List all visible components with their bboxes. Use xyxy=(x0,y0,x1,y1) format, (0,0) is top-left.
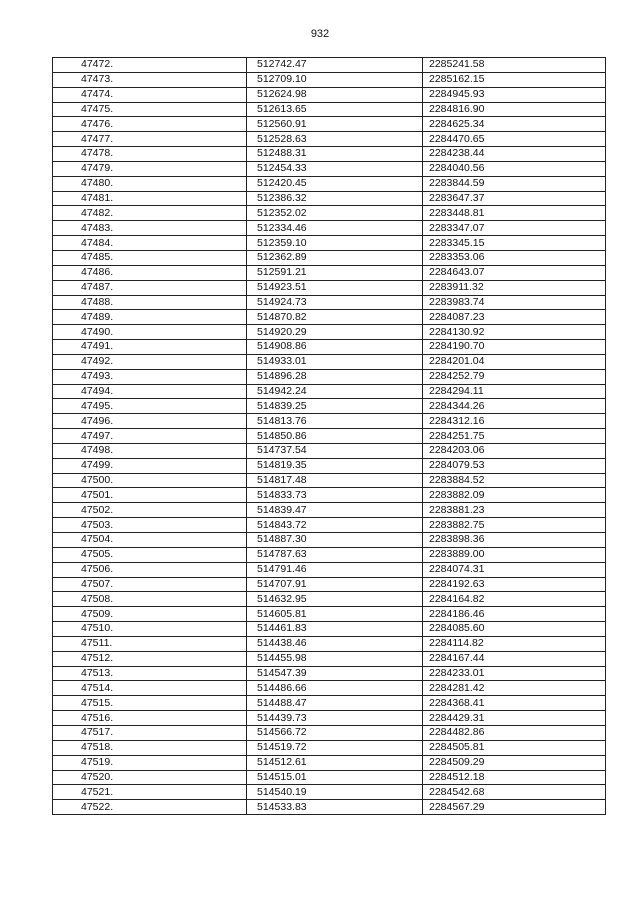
x-coordinate-cell: 514605.81 xyxy=(247,607,423,622)
table-row xyxy=(53,636,606,651)
table-row xyxy=(53,740,606,755)
point-number-cell: 47498. xyxy=(53,443,247,458)
y-coordinate-cell: 2284643.07 xyxy=(423,265,606,280)
point-number-cell: 47492. xyxy=(53,354,247,369)
x-coordinate-cell: 512352.02 xyxy=(247,206,423,221)
x-coordinate-cell: 514515.01 xyxy=(247,770,423,785)
x-coordinate-cell: 512624.98 xyxy=(247,87,423,102)
point-number-cell: 47490. xyxy=(53,325,247,340)
y-coordinate-cell: 2284312.16 xyxy=(423,414,606,429)
x-coordinate-cell: 514896.28 xyxy=(247,369,423,384)
y-coordinate-cell: 2284040.56 xyxy=(423,161,606,176)
table-row xyxy=(53,711,606,726)
table-row xyxy=(53,310,606,325)
x-coordinate-cell: 514908.86 xyxy=(247,340,423,355)
table-row xyxy=(53,147,606,162)
y-coordinate-cell: 2284190.70 xyxy=(423,340,606,355)
y-coordinate-cell: 2285241.58 xyxy=(423,58,606,73)
y-coordinate-cell: 2283884.52 xyxy=(423,473,606,488)
table-row xyxy=(53,265,606,280)
y-coordinate-cell: 2284114.82 xyxy=(423,636,606,651)
y-coordinate-cell: 2283898.36 xyxy=(423,533,606,548)
y-coordinate-cell: 2283844.59 xyxy=(423,176,606,191)
table-row xyxy=(53,369,606,384)
table-row xyxy=(53,72,606,87)
y-coordinate-cell: 2284542.68 xyxy=(423,785,606,800)
table-row xyxy=(53,651,606,666)
point-number-cell: 47480. xyxy=(53,176,247,191)
x-coordinate-cell: 514791.46 xyxy=(247,562,423,577)
table-row xyxy=(53,206,606,221)
x-coordinate-cell: 512362.89 xyxy=(247,250,423,265)
point-number-cell: 47509. xyxy=(53,607,247,622)
table-row xyxy=(53,102,606,117)
point-number-cell: 47493. xyxy=(53,369,247,384)
table-row xyxy=(53,58,606,73)
table-row xyxy=(53,755,606,770)
x-coordinate-cell: 514455.98 xyxy=(247,651,423,666)
table-row xyxy=(53,132,606,147)
x-coordinate-cell: 512560.91 xyxy=(247,117,423,132)
point-number-cell: 47481. xyxy=(53,191,247,206)
table-row xyxy=(53,800,606,815)
x-coordinate-cell: 514923.51 xyxy=(247,280,423,295)
x-coordinate-cell: 512359.10 xyxy=(247,236,423,251)
point-number-cell: 47516. xyxy=(53,711,247,726)
y-coordinate-cell: 2284238.44 xyxy=(423,147,606,162)
x-coordinate-cell: 514488.47 xyxy=(247,696,423,711)
x-coordinate-cell: 514486.66 xyxy=(247,681,423,696)
table-row xyxy=(53,161,606,176)
x-coordinate-cell: 514920.29 xyxy=(247,325,423,340)
point-number-cell: 47511. xyxy=(53,636,247,651)
table-row xyxy=(53,236,606,251)
point-number-cell: 47510. xyxy=(53,622,247,637)
table-row xyxy=(53,577,606,592)
point-number-cell: 47491. xyxy=(53,340,247,355)
x-coordinate-cell: 512334.46 xyxy=(247,221,423,236)
point-number-cell: 47475. xyxy=(53,102,247,117)
point-number-cell: 47477. xyxy=(53,132,247,147)
y-coordinate-cell: 2284281.42 xyxy=(423,681,606,696)
point-number-cell: 47488. xyxy=(53,295,247,310)
table-row xyxy=(53,518,606,533)
x-coordinate-cell: 514707.91 xyxy=(247,577,423,592)
x-coordinate-cell: 514438.46 xyxy=(247,636,423,651)
x-coordinate-cell: 514933.01 xyxy=(247,354,423,369)
x-coordinate-cell: 514787.63 xyxy=(247,547,423,562)
table-row xyxy=(53,681,606,696)
y-coordinate-cell: 2284252.79 xyxy=(423,369,606,384)
y-coordinate-cell: 2284567.29 xyxy=(423,800,606,815)
point-number-cell: 47478. xyxy=(53,147,247,162)
point-number-cell: 47507. xyxy=(53,577,247,592)
point-number-cell: 47503. xyxy=(53,518,247,533)
point-number-cell: 47482. xyxy=(53,206,247,221)
table-row xyxy=(53,622,606,637)
y-coordinate-cell: 2283889.00 xyxy=(423,547,606,562)
point-number-cell: 47483. xyxy=(53,221,247,236)
point-number-cell: 47472. xyxy=(53,58,247,73)
table-row xyxy=(53,295,606,310)
table-row xyxy=(53,325,606,340)
x-coordinate-cell: 514850.86 xyxy=(247,429,423,444)
x-coordinate-cell: 514833.73 xyxy=(247,488,423,503)
x-coordinate-cell: 512591.21 xyxy=(247,265,423,280)
table-row xyxy=(53,354,606,369)
y-coordinate-cell: 2284192.63 xyxy=(423,577,606,592)
y-coordinate-cell: 2284625.34 xyxy=(423,117,606,132)
table-row xyxy=(53,414,606,429)
table-row xyxy=(53,443,606,458)
point-number-cell: 47495. xyxy=(53,399,247,414)
y-coordinate-cell: 2283882.09 xyxy=(423,488,606,503)
point-number-cell: 47484. xyxy=(53,236,247,251)
point-number-cell: 47520. xyxy=(53,770,247,785)
point-number-cell: 47496. xyxy=(53,414,247,429)
y-coordinate-cell: 2285162.15 xyxy=(423,72,606,87)
x-coordinate-cell: 514533.83 xyxy=(247,800,423,815)
x-coordinate-cell: 514461.83 xyxy=(247,622,423,637)
point-number-cell: 47501. xyxy=(53,488,247,503)
point-number-cell: 47508. xyxy=(53,592,247,607)
table-row xyxy=(53,785,606,800)
coordinate-table-body xyxy=(53,58,606,815)
x-coordinate-cell: 514870.82 xyxy=(247,310,423,325)
table-row xyxy=(53,696,606,711)
x-coordinate-cell: 512709.10 xyxy=(247,72,423,87)
y-coordinate-cell: 2284945.93 xyxy=(423,87,606,102)
x-coordinate-cell: 514519.72 xyxy=(247,740,423,755)
x-coordinate-cell: 514632.95 xyxy=(247,592,423,607)
table-row xyxy=(53,592,606,607)
point-number-cell: 47513. xyxy=(53,666,247,681)
table-row xyxy=(53,221,606,236)
x-coordinate-cell: 514439.73 xyxy=(247,711,423,726)
y-coordinate-cell: 2284201.04 xyxy=(423,354,606,369)
point-number-cell: 47497. xyxy=(53,429,247,444)
table-row xyxy=(53,280,606,295)
y-coordinate-cell: 2284130.92 xyxy=(423,325,606,340)
y-coordinate-cell: 2284505.81 xyxy=(423,740,606,755)
coordinate-table xyxy=(52,57,606,815)
table-row xyxy=(53,191,606,206)
y-coordinate-cell: 2283647.37 xyxy=(423,191,606,206)
y-coordinate-cell: 2284470.65 xyxy=(423,132,606,147)
table-row xyxy=(53,533,606,548)
y-coordinate-cell: 2283881.23 xyxy=(423,503,606,518)
table-row xyxy=(53,117,606,132)
y-coordinate-cell: 2284074.31 xyxy=(423,562,606,577)
point-number-cell: 47517. xyxy=(53,725,247,740)
table-row xyxy=(53,666,606,681)
point-number-cell: 47489. xyxy=(53,310,247,325)
y-coordinate-cell: 2284167.44 xyxy=(423,651,606,666)
table-row xyxy=(53,176,606,191)
table-row xyxy=(53,458,606,473)
x-coordinate-cell: 514839.25 xyxy=(247,399,423,414)
point-number-cell: 47486. xyxy=(53,265,247,280)
point-number-cell: 47485. xyxy=(53,250,247,265)
y-coordinate-cell: 2284085.60 xyxy=(423,622,606,637)
y-coordinate-cell: 2283353.06 xyxy=(423,250,606,265)
x-coordinate-cell: 512613.65 xyxy=(247,102,423,117)
table-row xyxy=(53,503,606,518)
y-coordinate-cell: 2284164.82 xyxy=(423,592,606,607)
point-number-cell: 47499. xyxy=(53,458,247,473)
x-coordinate-cell: 514737.54 xyxy=(247,443,423,458)
x-coordinate-cell: 514547.39 xyxy=(247,666,423,681)
y-coordinate-cell: 2283983.74 xyxy=(423,295,606,310)
point-number-cell: 47487. xyxy=(53,280,247,295)
point-number-cell: 47519. xyxy=(53,755,247,770)
x-coordinate-cell: 514817.48 xyxy=(247,473,423,488)
y-coordinate-cell: 2284087.23 xyxy=(423,310,606,325)
point-number-cell: 47473. xyxy=(53,72,247,87)
coordinate-table-container xyxy=(52,57,568,815)
y-coordinate-cell: 2284482.86 xyxy=(423,725,606,740)
table-row xyxy=(53,87,606,102)
y-coordinate-cell: 2283911.32 xyxy=(423,280,606,295)
x-coordinate-cell: 512528.63 xyxy=(247,132,423,147)
point-number-cell: 47479. xyxy=(53,161,247,176)
table-row xyxy=(53,488,606,503)
y-coordinate-cell: 2284079.53 xyxy=(423,458,606,473)
x-coordinate-cell: 514540.19 xyxy=(247,785,423,800)
x-coordinate-cell: 514942.24 xyxy=(247,384,423,399)
point-number-cell: 47504. xyxy=(53,533,247,548)
x-coordinate-cell: 514887.30 xyxy=(247,533,423,548)
x-coordinate-cell: 514924.73 xyxy=(247,295,423,310)
y-coordinate-cell: 2284251.75 xyxy=(423,429,606,444)
table-row xyxy=(53,770,606,785)
y-coordinate-cell: 2283347.07 xyxy=(423,221,606,236)
table-row xyxy=(53,429,606,444)
x-coordinate-cell: 512488.31 xyxy=(247,147,423,162)
table-row xyxy=(53,340,606,355)
point-number-cell: 47512. xyxy=(53,651,247,666)
point-number-cell: 47494. xyxy=(53,384,247,399)
y-coordinate-cell: 2284512.18 xyxy=(423,770,606,785)
point-number-cell: 47506. xyxy=(53,562,247,577)
table-row xyxy=(53,547,606,562)
point-number-cell: 47476. xyxy=(53,117,247,132)
x-coordinate-cell: 514819.35 xyxy=(247,458,423,473)
y-coordinate-cell: 2284816.90 xyxy=(423,102,606,117)
point-number-cell: 47500. xyxy=(53,473,247,488)
point-number-cell: 47521. xyxy=(53,785,247,800)
y-coordinate-cell: 2283882.75 xyxy=(423,518,606,533)
point-number-cell: 47505. xyxy=(53,547,247,562)
table-row xyxy=(53,250,606,265)
x-coordinate-cell: 514566.72 xyxy=(247,725,423,740)
x-coordinate-cell: 512454.33 xyxy=(247,161,423,176)
y-coordinate-cell: 2284509.29 xyxy=(423,755,606,770)
point-number-cell: 47502. xyxy=(53,503,247,518)
x-coordinate-cell: 512420.45 xyxy=(247,176,423,191)
y-coordinate-cell: 2284186.46 xyxy=(423,607,606,622)
table-row xyxy=(53,399,606,414)
point-number-cell: 47515. xyxy=(53,696,247,711)
y-coordinate-cell: 2284368.41 xyxy=(423,696,606,711)
y-coordinate-cell: 2284203.06 xyxy=(423,443,606,458)
y-coordinate-cell: 2284429.31 xyxy=(423,711,606,726)
y-coordinate-cell: 2284344.26 xyxy=(423,399,606,414)
table-row xyxy=(53,384,606,399)
x-coordinate-cell: 514843.72 xyxy=(247,518,423,533)
point-number-cell: 47522. xyxy=(53,800,247,815)
table-row xyxy=(53,607,606,622)
table-row xyxy=(53,473,606,488)
x-coordinate-cell: 512742.47 xyxy=(247,58,423,73)
point-number-cell: 47514. xyxy=(53,681,247,696)
point-number-cell: 47518. xyxy=(53,740,247,755)
y-coordinate-cell: 2284294.11 xyxy=(423,384,606,399)
page-number: 932 xyxy=(310,28,330,40)
x-coordinate-cell: 514512.61 xyxy=(247,755,423,770)
y-coordinate-cell: 2283448.81 xyxy=(423,206,606,221)
point-number-cell: 47474. xyxy=(53,87,247,102)
x-coordinate-cell: 512386.32 xyxy=(247,191,423,206)
x-coordinate-cell: 514813.76 xyxy=(247,414,423,429)
y-coordinate-cell: 2284233.01 xyxy=(423,666,606,681)
y-coordinate-cell: 2283345.15 xyxy=(423,236,606,251)
x-coordinate-cell: 514839.47 xyxy=(247,503,423,518)
table-row xyxy=(53,725,606,740)
table-row xyxy=(53,562,606,577)
